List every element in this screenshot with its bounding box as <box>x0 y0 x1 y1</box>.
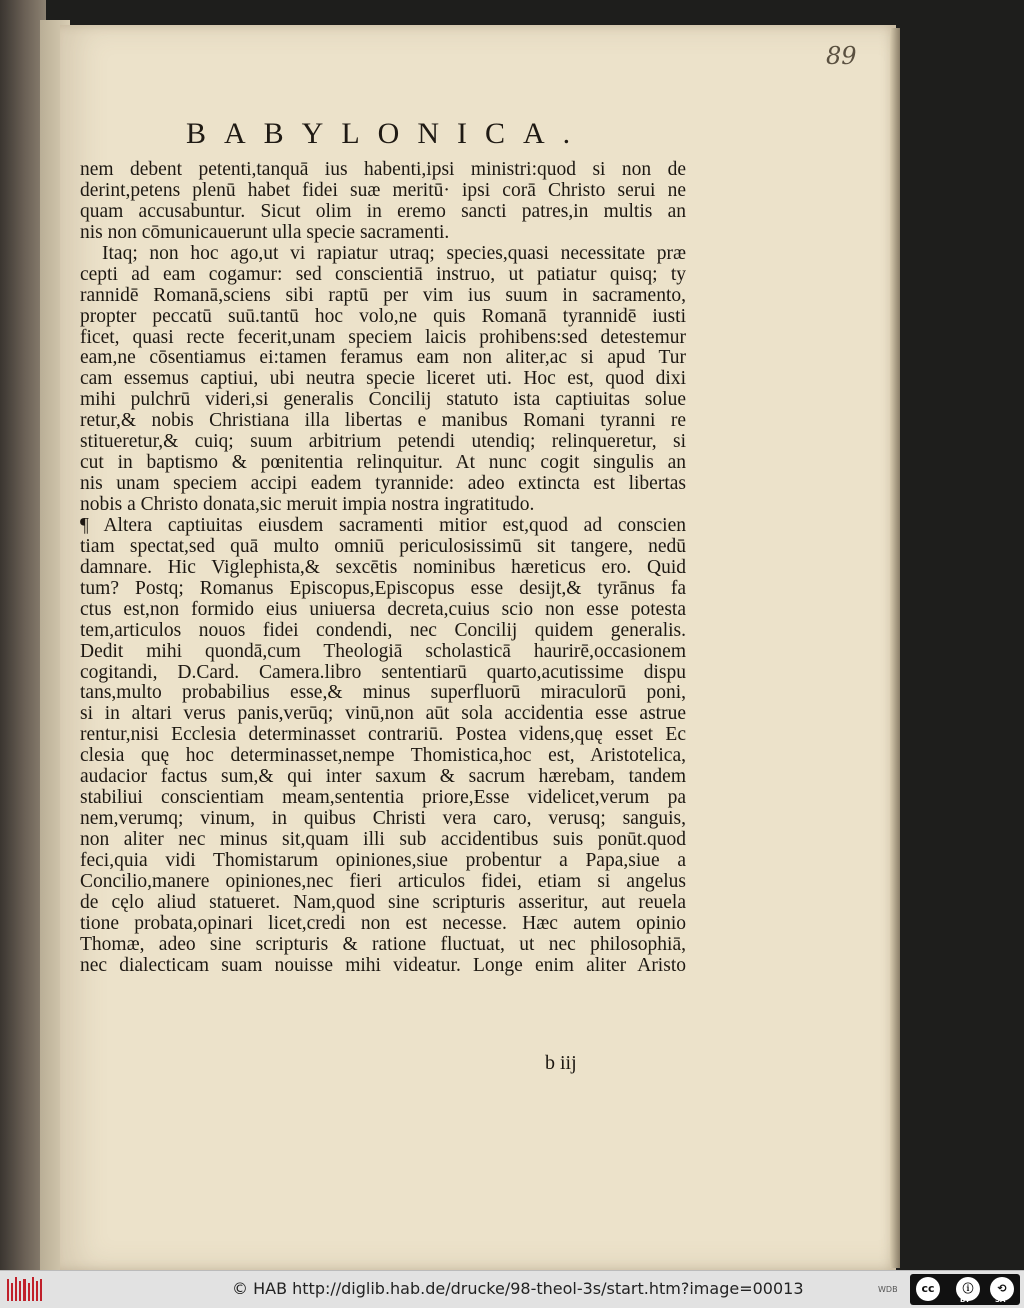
text-line: cogitandi, D.Card. Camera.libro sententiarū quarto,acutissime dispu <box>80 662 686 683</box>
text-line: audacior factus sum,& qui inter saxum & sacrum hærebam, tandem <box>80 767 686 788</box>
wdb-mark: WDB <box>878 1285 898 1294</box>
text-line: eam,ne cōsentiamus ei:tamen feramus eam non aliter,ac si apud Tur <box>80 348 686 369</box>
text-line: quam accusabuntur. Sicut olim in eremo sancti patres,in multis an <box>80 201 686 222</box>
text-line: rannidē Romanā,sciens sibi raptū per vim ius suum in sacramento, <box>80 285 686 306</box>
copyright-link[interactable]: © HAB http://diglib.hab.de/drucke/98-theol-3s/start.htm?image=00013 <box>232 1279 804 1298</box>
text-line: cepti ad eam cogamur: sed conscientiā instruo, ut patiatur quisq; ty <box>80 264 686 285</box>
text-line: ctus est,non formido eius uniuersa decreta,cuius scio non esse potesta <box>80 599 686 620</box>
text-line: tione probata,opinari licet,credi non est necesse. Hæc autem opinio <box>80 913 686 934</box>
text-line: rentur,nisi Ecclesia determinasset contrariū. Postea videns,quę esset Ec <box>80 725 686 746</box>
text-line: nem,verumq; vinum, in quibus Christi vera caro, verusq; sanguis, <box>80 809 686 830</box>
text-line: cut in baptismo & pœnitentia relinquitur. At nunc cogit singulis an <box>80 453 686 474</box>
text-line: tiam spectat,sed quā multo omniū periculosissimū sit tangere, nedū <box>80 536 686 557</box>
sa-label: SA <box>995 1296 1006 1304</box>
text-line: nem debent petenti,tanquā ius habenti,ipsi ministri:quod si non de <box>80 160 686 180</box>
text-line: stabiliui conscientiam meam,sententia priore,Esse videlicet,verum pa <box>80 788 686 809</box>
sa-icon: ⟲ <box>990 1277 1014 1301</box>
text-line: Dedit mihi quondā,cum Theologiā scholasticā haurirē,occasionem <box>80 641 686 662</box>
text-line: nis non cōmunicauerunt ulla specie sacramenti. <box>80 222 450 243</box>
by-label: BY <box>960 1296 971 1304</box>
page-fore-edge <box>890 28 900 1268</box>
text-line: Concilio,manere opiniones,nec fieri articulos fidei, etiam si angelus <box>80 871 686 892</box>
text-line: retur,& nobis Christiana illa libertas e manibus Romani tyranni re <box>80 411 686 432</box>
text-line: stitueretur,& cuiq; suum arbitrium petendi utendiq; relinqueretur, si <box>80 432 686 453</box>
text-line: propter peccatū suū.tantū hoc volo,ne quis Romanā tyrannidē iusti <box>80 306 686 327</box>
hab-logo-icon <box>4 1275 46 1305</box>
text-line: mihi pulchrū videri,si generalis Concilij statuto ista captiuitas solue <box>80 390 686 411</box>
text-line: nis unam speciem accipi eadem tyrannide: adeo extincta est libertas <box>80 474 686 495</box>
cc-license-badge[interactable] <box>910 1274 1020 1305</box>
text-line: ficet, quasi recte fecerit,unam speciem laicis prohibens:sed detestemur <box>80 327 686 348</box>
body-text <box>80 160 686 977</box>
text-line: damnare. Hic Viglephista,& sexcētis nominibus hæreticus ero. Quid <box>80 557 686 578</box>
text-line: ¶ Altera captiuitas eiusdem sacramenti mitior est,quod ad conscien <box>80 515 686 536</box>
text-line: nobis a Christo donata,sic meruit impia nostra ingratitudo. <box>80 495 535 515</box>
text-line: Thomæ, adeo sine scripturis & ratione fluctuat, ut nec philosophiā, <box>80 934 686 955</box>
folio-number: 89 <box>826 42 857 70</box>
signature-mark: b iij <box>545 1052 577 1074</box>
text-line: nec dialecticam suam nouisse mihi videatur. Longe enim aliter Aristo <box>80 955 686 976</box>
text-line: tans,multo probabilius esse,& minus superfluorū miraculorū poni, <box>80 683 686 704</box>
text-line: feci,quia vidi Thomistarum opiniones,siue probentur a Papa,siue a <box>80 850 686 871</box>
text-line: si in altari verus panis,verūq; vinū,non aūt sola accidentia esse astrue <box>80 704 686 725</box>
text-line: non aliter nec minus sit,quam illi sub accidentibus suis ponūt.quod <box>80 830 686 850</box>
text-line: de cęlo aliud statueret. Nam,quod sine scripturis asseritur, aut reuela <box>80 892 686 913</box>
text-line: clesia quę hoc determinasset,nempe Thomistica,hoc est, Aristotelica, <box>80 746 686 767</box>
by-icon: ⓘ <box>956 1277 980 1301</box>
text-line: Itaq; non hoc ago,ut vi rapiatur utraq; species,quasi necessitate præ <box>102 243 686 264</box>
text-line: tum? Postq; Romanus Episcopus,Episcopus esse desijt,& tyrānus fa <box>80 578 686 599</box>
cc-icon: cc <box>916 1277 940 1301</box>
text-line: derint,petens plenū habet fidei suæ meritū· ipsi corā Christo serui ne <box>80 180 686 201</box>
text-line: tem,articulos nouos fidei condendi, nec Concilij quidem generalis. <box>80 620 686 641</box>
running-head: BABYLONICA. <box>186 117 589 150</box>
viewer-footer <box>0 1270 1024 1308</box>
text-line: cam essemus captiui, ubi neutra specie liceret uti. Hoc est, quod dixi <box>80 369 686 390</box>
